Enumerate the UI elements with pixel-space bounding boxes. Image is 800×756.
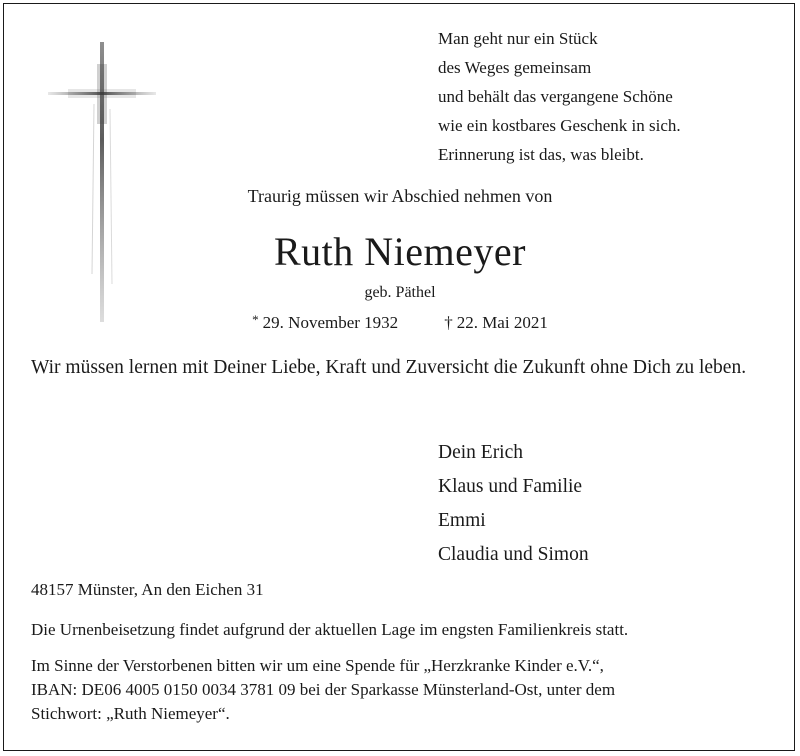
mourner: Klaus und Familie [438,476,583,497]
poem-line: Erinnerung ist das, was bleibt. [438,145,644,164]
mourner: Emmi [438,510,486,531]
intro-text: Traurig müssen wir Abschied nehmen von [247,186,553,206]
cross-icon [48,34,158,324]
burial-notice: Die Urnenbeisetzung findet aufgrund der aktuellen Lage im engsten Familienkreis statt. [31,620,629,639]
donation-line: IBAN: DE06 4005 0150 0034 3781 09 bei der Sparkasse Münsterland-Ost, unter dem [31,680,616,699]
quote: Wir müssen lernen mit Deiner Liebe, Kraft und Zuversicht die Zukunft ohne Dich zu leben. [31,357,747,378]
birth-name: geb. Päthel [364,284,436,301]
donation-line: Stichwort: „Ruth Niemeyer“. [31,704,230,723]
died-date: 22. Mai 2021 [456,313,548,332]
mourners-list [438,436,589,572]
born-date: 29. November 1932 [262,313,399,332]
donation-line: Im Sinne der Verstorbenen bitten wir um eine Spende für „Herzkranke Kinder e.V.“, [31,656,604,675]
donation-request [31,654,773,726]
died-symbol: † [444,313,453,332]
address: 48157 Münster, An den Eichen 31 [31,580,264,599]
life-dates [0,312,800,333]
deceased-name: Ruth Niemeyer [274,229,526,274]
poem-line: des Weges gemeinsam [438,58,592,77]
poem-line: Man geht nur ein Stück [438,29,598,48]
poem-line: wie ein kostbares Geschenk in sich. [438,116,681,135]
mourner: Claudia und Simon [438,544,589,565]
born-symbol: * [252,312,259,327]
mourner: Dein Erich [438,442,524,463]
poem [438,24,681,169]
poem-line: und behält das vergangene Schöne [438,87,673,106]
